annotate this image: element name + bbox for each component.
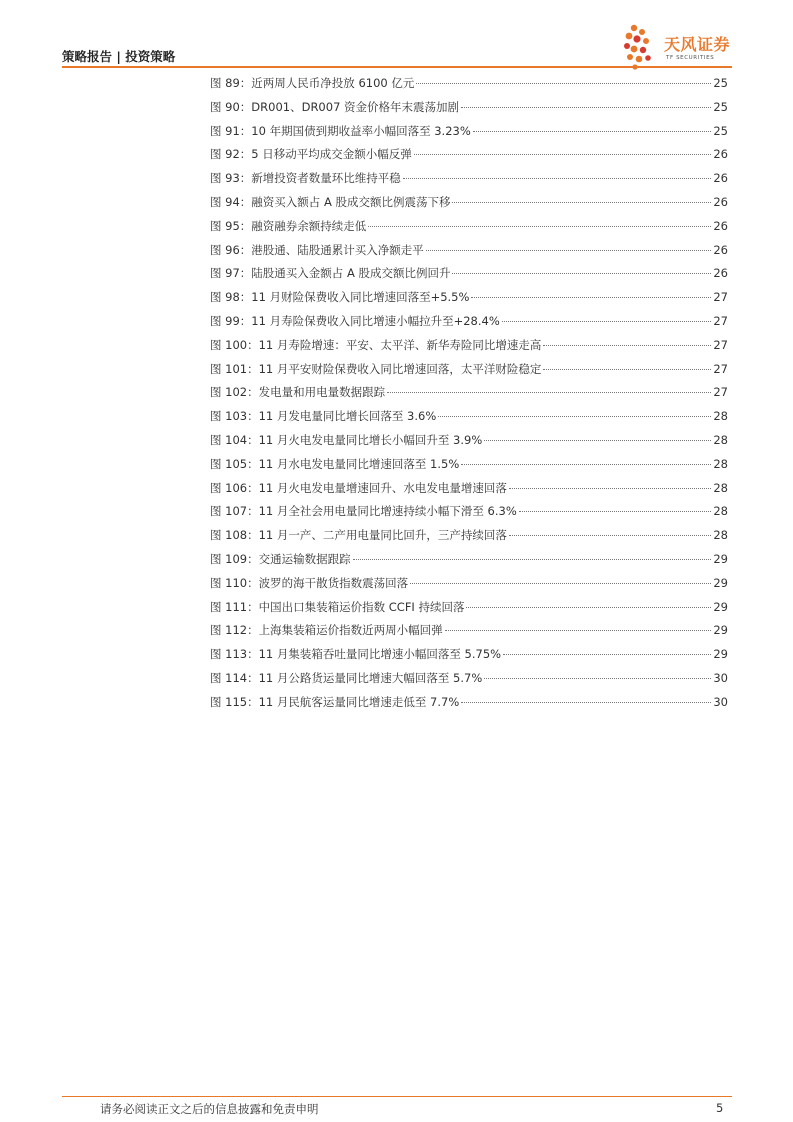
- logo-icon: [620, 22, 660, 70]
- toc-entry-label: 图 93：新增投资者数量环比维持平稳: [210, 171, 401, 186]
- toc-entry[interactable]: [210, 313, 728, 337]
- toc-entry[interactable]: [210, 622, 728, 646]
- toc-leader-dots: [403, 178, 712, 179]
- page-number: 5: [716, 1101, 724, 1115]
- toc-entry-page: 27: [713, 361, 728, 376]
- toc-leader-dots: [426, 250, 712, 251]
- footer-divider: [62, 1096, 732, 1097]
- footer-disclaimer: 请务必阅读正文之后的信息披露和免责申明: [100, 1102, 319, 1116]
- toc-entry-page: 25: [713, 99, 728, 114]
- toc-entry-page: 28: [713, 480, 728, 495]
- toc-entry-label: 图 104：11 月火电发电量同比增长小幅回升至 3.9%: [210, 432, 483, 447]
- toc-leader-dots: [452, 273, 711, 274]
- toc-leader-dots: [484, 440, 711, 441]
- toc-entry-page: 29: [713, 623, 728, 638]
- toc-entry-label: 图 114：11 月公路货运量同比增速大幅回落至 5.7%: [210, 670, 483, 685]
- toc-entry[interactable]: [210, 551, 728, 575]
- toc-entry-page: 28: [713, 504, 728, 519]
- toc-leader-dots: [410, 583, 711, 584]
- toc-entry-label: 图 99：11 月寿险保费收入同比增速小幅拉升至+28.4%: [210, 313, 500, 328]
- logo-text-en: TF SECURITIES: [666, 55, 715, 61]
- toc-entry[interactable]: [210, 646, 728, 670]
- toc-entry-page: 28: [713, 528, 728, 543]
- toc-entry-page: 25: [713, 76, 728, 90]
- toc-entry-page: 27: [713, 385, 728, 400]
- toc-entry-page: 29: [713, 551, 728, 566]
- logo-text-cn: 天风证券: [664, 35, 731, 54]
- toc-leader-dots: [466, 607, 711, 608]
- toc-entry[interactable]: [210, 194, 728, 218]
- figure-list: [210, 75, 728, 718]
- toc-entry-page: 29: [713, 575, 728, 590]
- toc-entry-page: 26: [713, 242, 728, 257]
- toc-leader-dots: [484, 678, 711, 679]
- toc-entry[interactable]: [210, 242, 728, 266]
- toc-entry-page: 29: [713, 599, 728, 614]
- toc-entry-page: 28: [713, 432, 728, 447]
- toc-entry-label: 图 91：10 年期国债到期收益率小幅回落至 3.23%: [210, 123, 471, 138]
- toc-entry-page: 29: [713, 647, 728, 662]
- toc-entry[interactable]: [210, 170, 728, 194]
- toc-entry[interactable]: [210, 527, 728, 551]
- toc-leader-dots: [503, 654, 711, 655]
- toc-entry-label: 图 108：11 月一产、二产用电量同比回升，三产持续回落: [210, 528, 507, 543]
- toc-leader-dots: [502, 321, 712, 322]
- toc-entry-label: 图 90：DR001、DR007 资金价格年末震荡加剧: [210, 99, 460, 114]
- toc-entry[interactable]: [210, 503, 728, 527]
- header-title: 策略报告 | 投资策略: [62, 49, 176, 64]
- toc-entry-label: 图 110：波罗的海干散货指数震荡回落: [210, 575, 409, 590]
- toc-entry-label: 图 100：11 月寿险增速：平安、太平洋、新华寿险同比增速走高: [210, 337, 542, 352]
- toc-entry-page: 26: [713, 218, 728, 233]
- toc-entry[interactable]: [210, 123, 728, 147]
- toc-entry-page: 25: [713, 123, 728, 138]
- toc-leader-dots: [414, 154, 712, 155]
- toc-leader-dots: [461, 107, 711, 108]
- toc-entry[interactable]: [210, 456, 728, 480]
- toc-entry-page: 28: [713, 456, 728, 471]
- toc-entry[interactable]: [210, 599, 728, 623]
- toc-entry-page: 27: [713, 313, 728, 328]
- toc-entry[interactable]: [210, 575, 728, 599]
- toc-entry-page: 26: [713, 171, 728, 186]
- toc-leader-dots: [461, 702, 711, 703]
- toc-entry-label: 图 98：11 月财险保费收入同比增速回落至+5.5%: [210, 290, 470, 305]
- toc-leader-dots: [543, 369, 711, 370]
- toc-entry[interactable]: [210, 265, 728, 289]
- toc-leader-dots: [543, 345, 711, 346]
- toc-entry-page: 26: [713, 266, 728, 281]
- toc-leader-dots: [519, 511, 712, 512]
- toc-leader-dots: [353, 559, 712, 560]
- toc-entry-page: 30: [713, 670, 728, 685]
- toc-leader-dots: [445, 630, 712, 631]
- toc-entry-label: 图 89：近两周人民币净投放 6100 亿元: [210, 76, 415, 90]
- toc-leader-dots: [438, 416, 711, 417]
- toc-entry[interactable]: [210, 384, 728, 408]
- toc-entry[interactable]: [210, 694, 728, 718]
- toc-entry-label: 图 92：5 日移动平均成交金额小幅反弹: [210, 147, 412, 162]
- toc-entry[interactable]: [210, 361, 728, 385]
- toc-entry-page: 30: [713, 694, 728, 709]
- toc-entry-page: 27: [713, 290, 728, 305]
- toc-entry[interactable]: [210, 99, 728, 123]
- toc-entry[interactable]: [210, 218, 728, 242]
- toc-entry[interactable]: [210, 337, 728, 361]
- toc-entry-label: 图 101：11 月平安财险保费收入同比增速回落，太平洋财险稳定: [210, 361, 542, 376]
- toc-entry-label: 图 96：港股通、陆股通累计买入净额走平: [210, 242, 424, 257]
- toc-entry[interactable]: [210, 75, 728, 99]
- toc-entry-label: 图 97：陆股通买入金额占 A 股成交额比例回升: [210, 266, 451, 281]
- toc-entry-label: 图 111：中国出口集装箱运价指数 CCFI 持续回落: [210, 599, 465, 614]
- toc-entry[interactable]: [210, 408, 728, 432]
- toc-entry-page: 27: [713, 337, 728, 352]
- toc-entry-label: 图 103：11 月发电量同比增长回落至 3.6%: [210, 409, 437, 424]
- toc-entry-label: 图 106：11 月火电发电量增速回升、水电发电量增速回落: [210, 480, 507, 495]
- toc-entry-label: 图 107：11 月全社会用电量同比增速持续小幅下滑至 6.3%: [210, 504, 517, 519]
- toc-leader-dots: [416, 83, 711, 84]
- toc-entry-page: 26: [713, 194, 728, 209]
- toc-entry[interactable]: [210, 670, 728, 694]
- toc-entry-page: 28: [713, 409, 728, 424]
- toc-leader-dots: [473, 131, 712, 132]
- toc-entry-label: 图 113：11 月集装箱吞吐量同比增速小幅回落至 5.75%: [210, 647, 502, 662]
- toc-leader-dots: [509, 535, 711, 536]
- toc-entry-label: 图 95：融资融券余额持续走低: [210, 218, 367, 233]
- toc-entry[interactable]: [210, 480, 728, 504]
- toc-leader-dots: [452, 202, 711, 203]
- toc-leader-dots: [387, 392, 711, 393]
- header-divider: [62, 66, 732, 68]
- toc-entry-label: 图 105：11 月水电发电量同比增速回落至 1.5%: [210, 456, 460, 471]
- toc-leader-dots: [471, 297, 711, 298]
- toc-entry-label: 图 102：发电量和用电量数据跟踪: [210, 385, 386, 400]
- toc-leader-dots: [368, 226, 711, 227]
- toc-entry-label: 图 112：上海集装箱运价指数近两周小幅回弹: [210, 623, 443, 638]
- toc-entry[interactable]: [210, 146, 728, 170]
- toc-leader-dots: [461, 464, 711, 465]
- toc-entry-label: 图 109：交通运输数据跟踪: [210, 551, 351, 566]
- toc-entry-label: 图 115：11 月民航客运量同比增速走低至 7.7%: [210, 694, 460, 709]
- toc-entry[interactable]: [210, 289, 728, 313]
- toc-entry-label: 图 94：融资买入额占 A 股成交额比例震荡下移: [210, 194, 451, 209]
- toc-leader-dots: [509, 488, 711, 489]
- toc-entry[interactable]: [210, 432, 728, 456]
- toc-entry-page: 26: [713, 147, 728, 162]
